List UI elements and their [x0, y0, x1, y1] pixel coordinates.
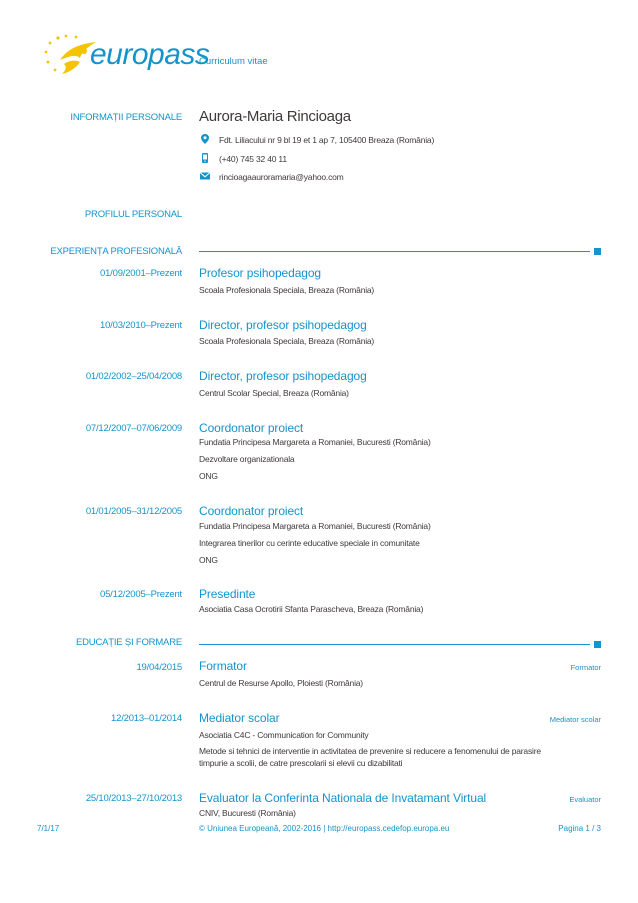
experience-detail: Asociatia Casa Ocrotirii Sfanta Parascheva, Breaza (România) [199, 604, 424, 614]
experience-title: Director, profesor psihopedagog [199, 369, 367, 383]
education-date: 25/10/2013–27/10/2013 [85, 793, 182, 804]
experience-detail: Integrarea tinerilor cu cerinte educative speciale in comunitate [199, 538, 420, 548]
section-label-experience: EXPERIENȚA PROFESIONALĂ [50, 246, 182, 257]
section-divider [199, 644, 590, 645]
logo-text: europass [90, 38, 210, 71]
education-level: Evaluator [569, 795, 601, 804]
education-level: Mediator scolar [549, 715, 601, 724]
experience-title: Presedinte [199, 587, 256, 601]
footer-date: 7/1/17 [37, 824, 60, 833]
location-icon [199, 133, 211, 145]
education-detail: CNIV, Bucuresti (România) [199, 808, 296, 818]
experience-date: 07/12/2007–07/06/2009 [85, 423, 182, 434]
footer-page-number: Pagina 1 / 3 [558, 824, 601, 833]
section-label-personal: INFORMAȚII PERSONALE [70, 112, 182, 123]
section-label-profile: PROFILUL PERSONAL [84, 209, 182, 220]
section-divider-square [594, 641, 601, 648]
phone-icon [199, 152, 211, 164]
experience-title: Profesor psihopedagog [199, 266, 321, 280]
document-title: Curriculum vitae [199, 56, 268, 67]
email-icon [199, 170, 211, 182]
education-detail: timpurie a scolii, de catre prescolarii si elevii cu dizabilitati [199, 758, 403, 768]
phone-text: (+40) 745 32 40 11 [219, 154, 287, 164]
experience-title: Director, profesor psihopedagog [199, 318, 367, 332]
education-detail: Metode si tehnici de interventie in activitatea de prevenire si reducere a fenomenului de parasire [199, 746, 541, 756]
education-level: Formator [570, 663, 601, 672]
experience-date: 01/01/2005–31/12/2005 [85, 506, 182, 517]
education-date: 19/04/2015 [136, 662, 182, 673]
experience-title: Coordonator proiect [199, 504, 304, 518]
education-title: Evaluator la Conferinta Nationala de Invatamant Virtual [199, 791, 487, 805]
europass-logo [40, 30, 210, 78]
experience-title: Coordonator proiect [199, 421, 304, 435]
experience-detail: Scoala Profesionala Speciala, Breaza (România) [199, 285, 375, 295]
experience-detail: ONG [199, 471, 218, 481]
experience-date: 01/02/2002–25/04/2008 [85, 371, 182, 382]
experience-detail: Fundatia Principesa Margareta a Romaniei, Bucuresti (România) [199, 437, 431, 447]
experience-detail: Fundatia Principesa Margareta a Romaniei, Bucuresti (România) [199, 521, 431, 531]
footer-copyright[interactable]: © Uniunea Europeană, 2002-2016 | http://europass.cedefop.europa.eu [199, 824, 450, 833]
experience-detail: Scoala Profesionala Speciala, Breaza (România) [199, 336, 375, 346]
person-name: Aurora-Maria Rincioaga [199, 108, 351, 125]
experience-date: 05/12/2005–Prezent [100, 589, 182, 600]
address-text: Fdt. Liliacului nr 9 bl 19 et 1 ap 7, 105400 Breaza (România) [219, 135, 435, 145]
education-detail: Asociatia C4C - Communication for Community [199, 730, 369, 740]
experience-detail: ONG [199, 555, 218, 565]
email-text[interactable]: rincioagaauroramaria@yahoo.com [219, 172, 344, 182]
education-date: 12/2013–01/2014 [111, 713, 182, 724]
education-title: Mediator scolar [199, 711, 280, 725]
experience-date: 10/03/2010–Prezent [100, 320, 182, 331]
experience-detail: Dezvoltare organizationala [199, 454, 295, 464]
section-divider-square [594, 248, 601, 255]
education-detail: Centrul de Resurse Apollo, Ploiesti (România) [199, 678, 363, 688]
section-label-education: EDUCAȚIE ȘI FORMARE [76, 637, 182, 648]
experience-detail: Centrul Scolar Special, Breaza (România) [199, 388, 349, 398]
education-title: Formator [199, 659, 247, 673]
experience-date: 01/09/2001–Prezent [100, 268, 182, 279]
section-divider [199, 251, 590, 252]
